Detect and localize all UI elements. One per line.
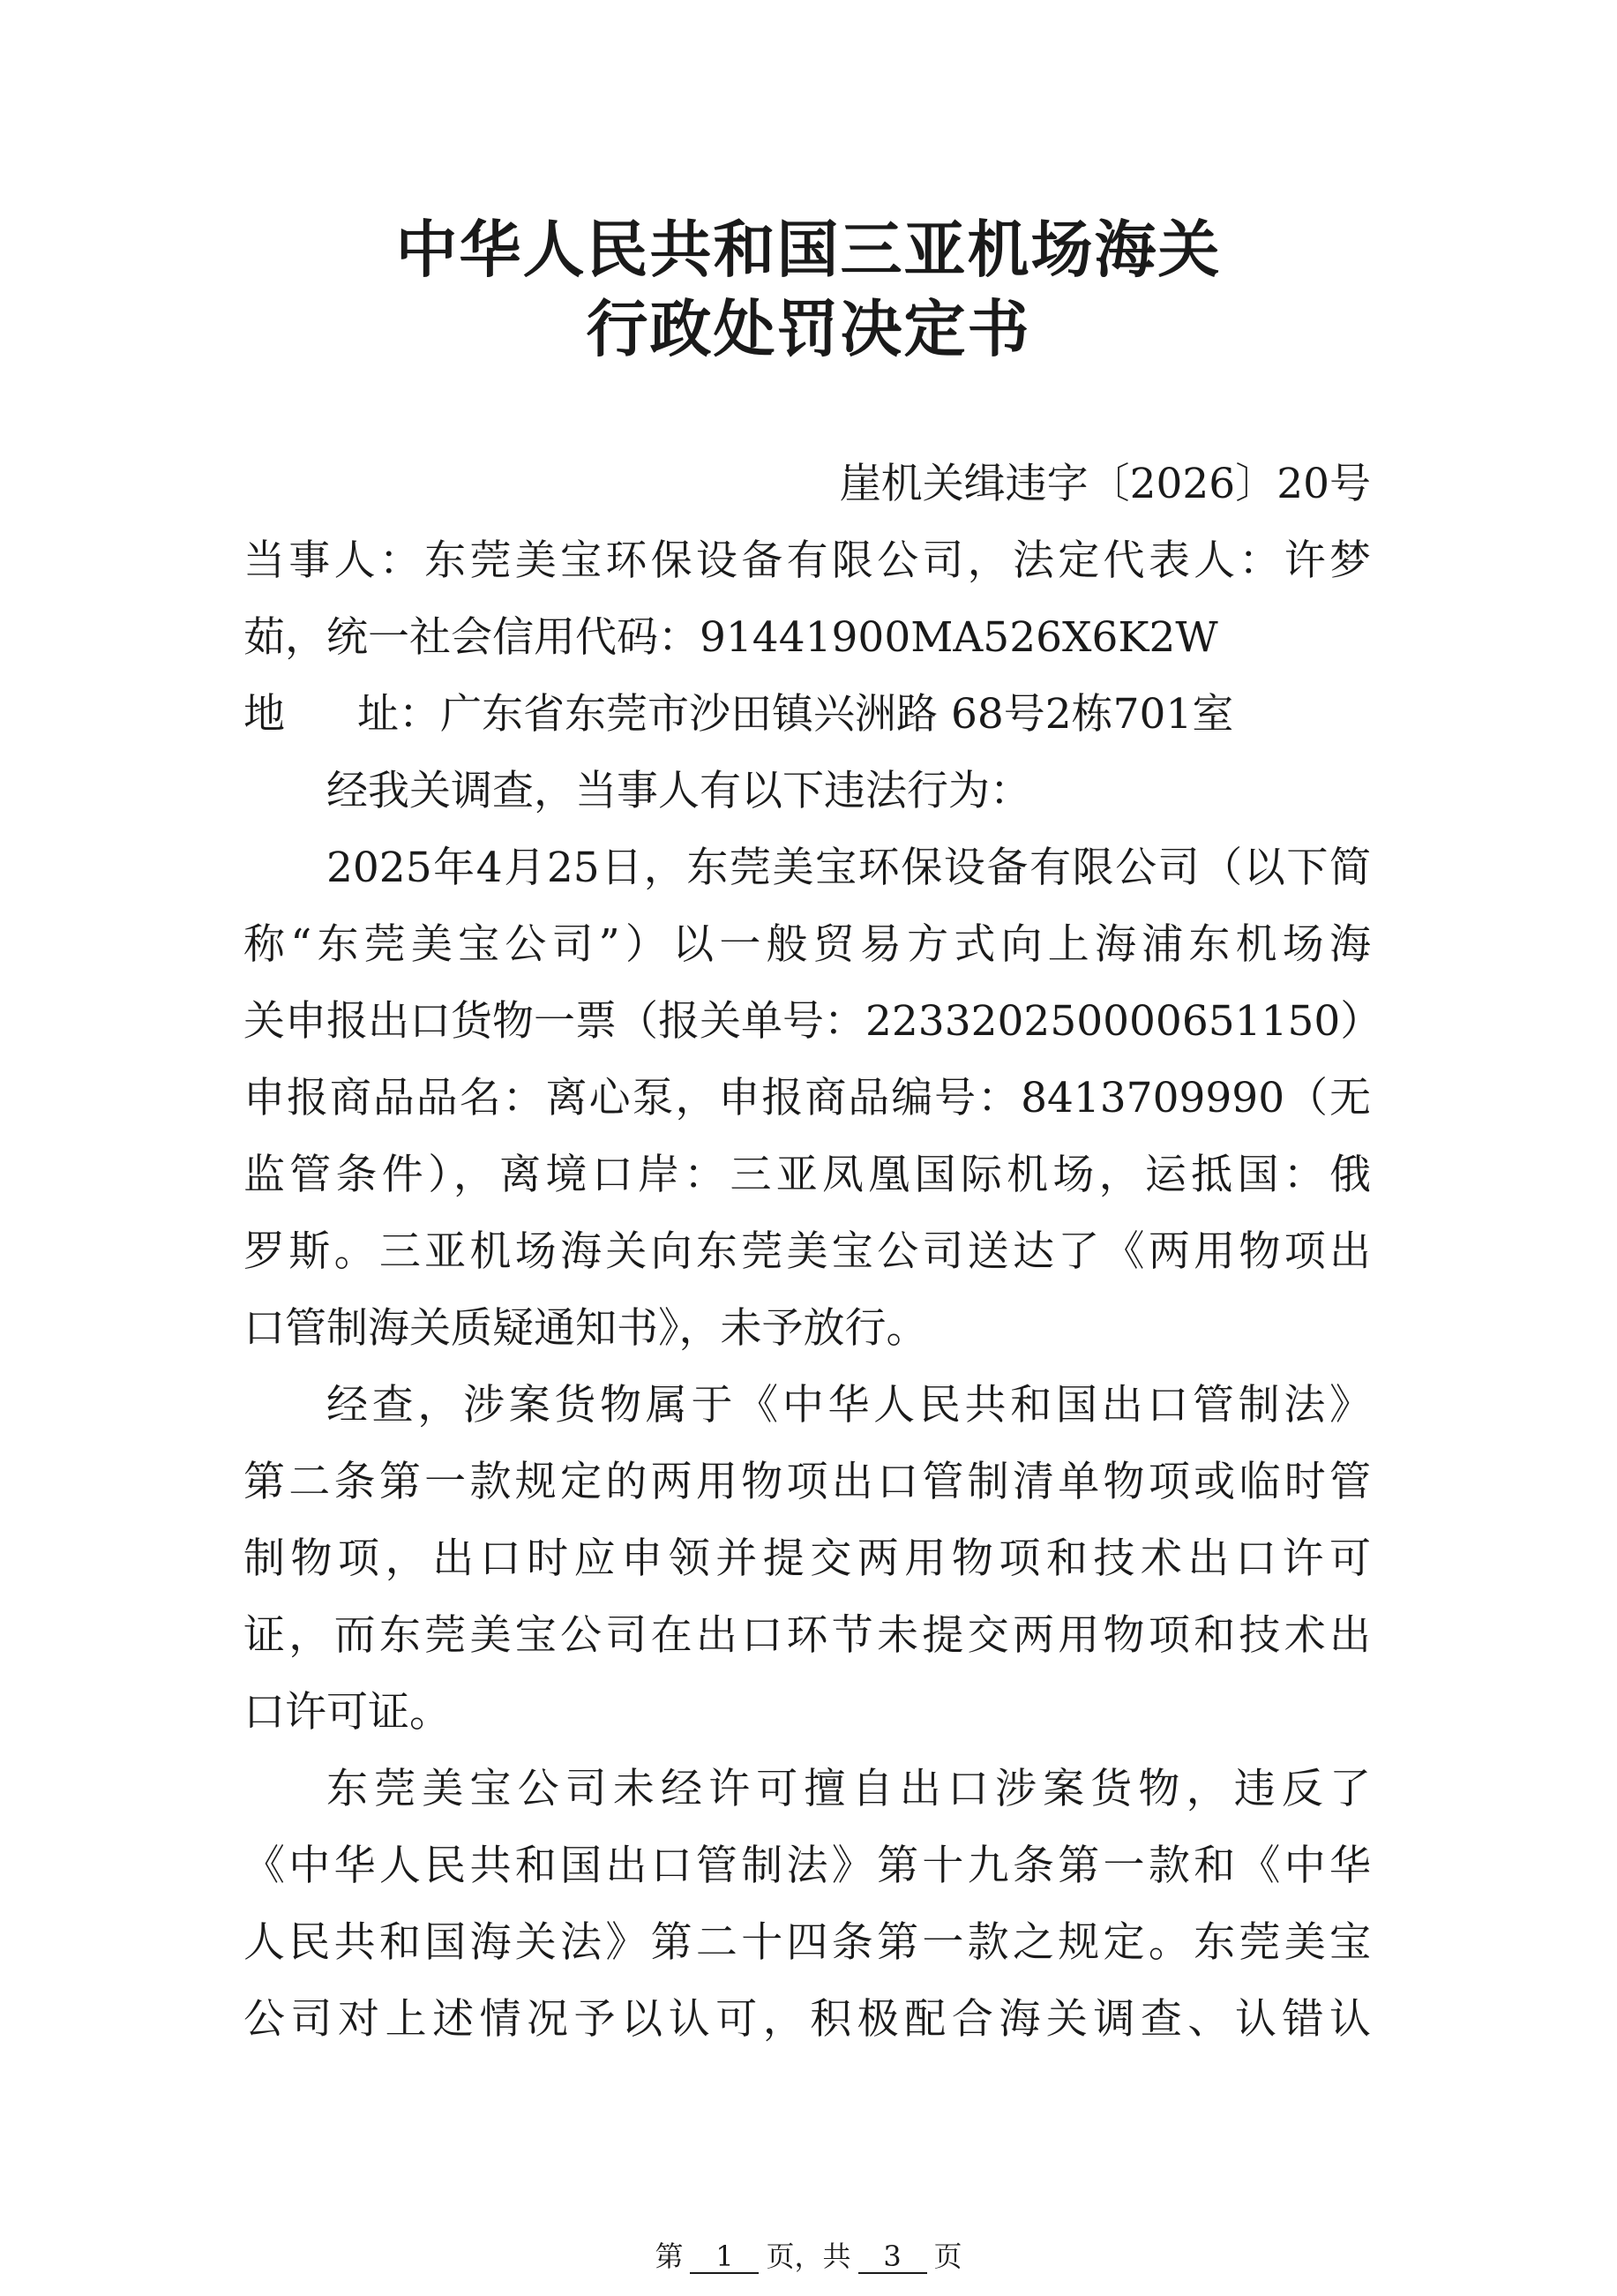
p3-line: 东莞美宝公司未经许可擅自出口涉案货物，违反了 bbox=[326, 1765, 1371, 1813]
p3-line: 公司对上述情况予以认可，积极配合海关调查、认错认 bbox=[243, 1995, 1371, 2044]
p1-line: 称“东莞美宝公司”）以一般贸易方式向上海浦东机场海 bbox=[243, 920, 1371, 969]
footer-page-number: 1 bbox=[690, 2242, 759, 2274]
footer-suffix: 页 bbox=[933, 2240, 962, 2273]
party-line-2: 茹，统一社会信用代码：91441900MA526X6K2W bbox=[243, 613, 1218, 662]
p2-line: 经查，涉案货物属于《中华人民共和国出口管制法》 bbox=[326, 1381, 1371, 1429]
p2-line: 制物项，出口时应申领并提交两用物项和技术出口许可 bbox=[243, 1534, 1371, 1583]
footer-middle: 页，共 bbox=[766, 2240, 851, 2273]
p1-line: 申报商品品名：离心泵，申报商品编号：8413709990（无 bbox=[243, 1074, 1371, 1122]
p1-line: 监管条件），离境口岸：三亚凤凰国际机场，运抵国：俄 bbox=[243, 1151, 1371, 1199]
p3-line: 人民共和国海关法》第二十四条第一款之规定。东莞美宝 bbox=[243, 1918, 1371, 1967]
p1-line: 关申报出口货物一票（报关单号：223320250000651150） bbox=[243, 997, 1382, 1046]
investigation-intro: 经我关调查，当事人有以下违法行为： bbox=[326, 767, 1031, 815]
p2-line-last: 口许可证。 bbox=[243, 1688, 451, 1737]
p2-line: 证，而东莞美宝公司在出口环节未提交两用物项和技术出 bbox=[243, 1611, 1371, 1660]
address-row bbox=[243, 690, 1234, 739]
document-number: 崖机关缉违字〔2026〕20号 bbox=[839, 460, 1371, 508]
p2-line: 第二条第一款规定的两用物项出口管制清单物项或临时管 bbox=[243, 1458, 1371, 1506]
p1-line: 2025年4月25日，东莞美宝环保设备有限公司（以下简 bbox=[326, 844, 1371, 892]
party-line-1: 当事人：东莞美宝环保设备有限公司，法定代表人：许梦 bbox=[243, 536, 1371, 585]
address-label: 地址 bbox=[243, 690, 399, 739]
footer-total-pages: 3 bbox=[858, 2242, 927, 2274]
address-value: ：广东省东莞市沙田镇兴洲路 68号2栋701室 bbox=[399, 690, 1234, 739]
document-title-line1: 中华人民共和国三亚机场海关 bbox=[395, 213, 1222, 286]
footer-prefix: 第 bbox=[655, 2240, 684, 2273]
p3-line: 《中华人民共和国出口管制法》第十九条第一款和《中华 bbox=[243, 1842, 1371, 1890]
p1-line-last: 口管制海关质疑通知书》，未予放行。 bbox=[243, 1304, 928, 1353]
document-title-line2: 行政处罚决定书 bbox=[586, 292, 1031, 365]
page-footer bbox=[0, 2242, 1617, 2274]
p1-line: 罗斯。三亚机场海关向东莞美宝公司送达了《两用物项出 bbox=[243, 1227, 1371, 1276]
